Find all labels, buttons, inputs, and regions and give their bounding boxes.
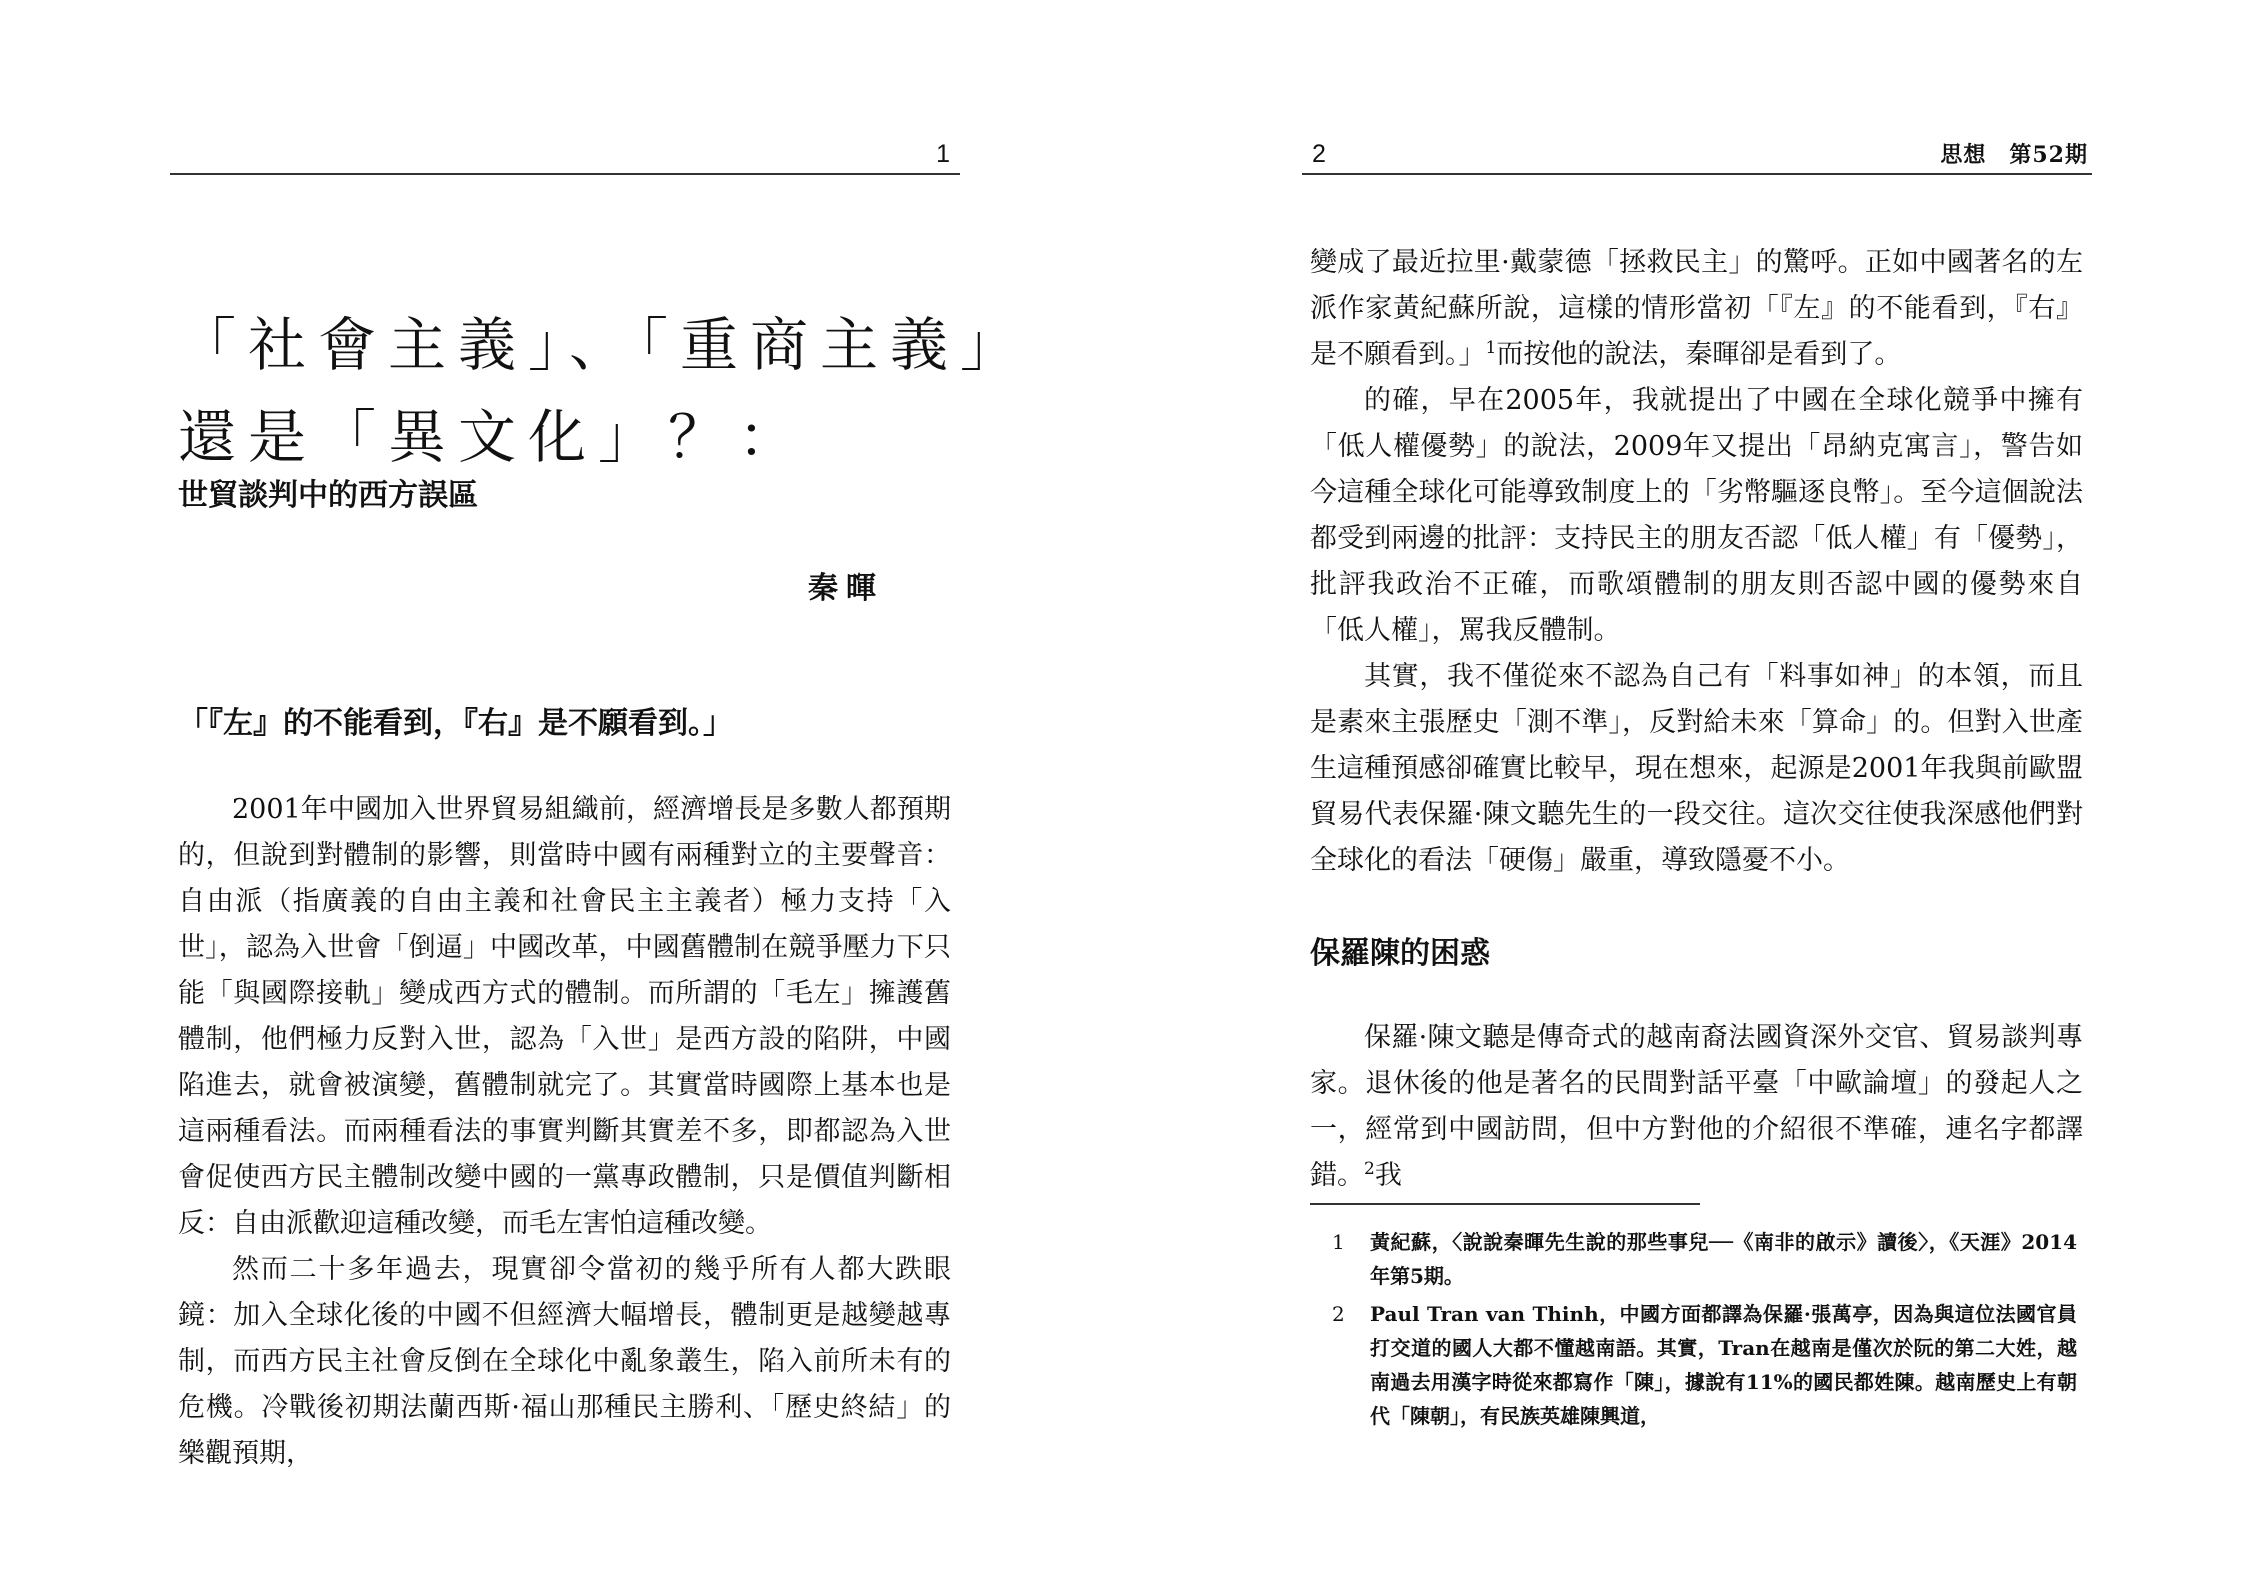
body-text-segment: 而按他的說法，秦暉卻是看到了。 — [1496, 339, 1902, 370]
body-text-segment: 變成了最近拉里·戴蒙德「拯救民主」的驚呼。正如中國著名的左派作家黃紀蘇所說，這樣的情形當初「『左』的不能看到，『右』是不願看到。」 — [1310, 247, 2083, 370]
footnote-divider — [1310, 1203, 1700, 1205]
left-page — [0, 0, 1122, 1587]
footnote — [1332, 1297, 2077, 1433]
body-paragraph: 然而二十多年過去，現實卻令當初的幾乎所有人都大跌眼鏡：加入全球化後的中國不但經濟大幅增長，體制更是越變越專制，而西方民主社會反倒在全球化中亂象叢生，陷入前所未有的危機。冷戰後初期法蘭西斯·福山那種民主勝利、「歷史終結」的樂觀預期， — [178, 1254, 951, 1469]
left-page-header — [170, 141, 960, 175]
footnote-ref[interactable]: 2 — [1364, 1159, 1375, 1179]
article-author: 秦暉 — [808, 571, 884, 606]
footnote-number: 2 — [1332, 1302, 1345, 1326]
right-page-number: 2 — [1312, 140, 1326, 168]
footnote-number: 1 — [1332, 1230, 1345, 1254]
body-paragraph: 2001年中國加入世界貿易組織前，經濟增長是多數人都預期的，但說到對體制的影響，則當時中國有兩種對立的主要聲音：自由派（指廣義的自由主義和社會民主主義者）極力支持「入世」，認為入世會「倒逼」中國改革，中國舊體制在競爭壓力下只能「與國際接軌」變成西方式的體制。而所謂的「毛左」擁護舊體制，他們極力反對入世，認為「入世」是西方設的陷阱，中國陷進去，就會被演變，舊體制就完了。其實當時國際上基本也是這兩種看法。而兩種看法的事實判斷其實差不多，即都認為入世會促使西方民主體制改變中國的一黨專政體制，只是價值判斷相反：自由派歡迎這種改變，而毛左害怕這種改變。 — [178, 794, 951, 1239]
quote-section-heading: 「『左』的不能看到，『右』是不願看到。」 — [178, 706, 733, 741]
body-paragraph: 其實，我不僅從來不認為自己有「料事如神」的本領，而且是素來主張歷史「測不準」，反對給未來「算命」的。但對入世產生這種預感卻確實比較早，現在想來，起源是2001年我與前歐盟貿易代表保羅·陳文聽先生的一段交往。這次交往使我深感他們對全球化的看法「硬傷」嚴重，導致隱憂不小。 — [1310, 661, 2083, 876]
footnote-text: Paul Tran van Thinh，中國方面都譯為保羅·張萬亭，因為與這位法國官員打交道的國人大都不懂越南語。其實，Tran在越南是僅次於阮的第二大姓，越南過去用漢字時從來都寫作「陳」，據說有11%的國民都姓陳。越南歷史上有朝代「陳朝」，有民族英雄陳興道， — [1370, 1302, 2077, 1428]
body-paragraph — [1310, 1015, 2083, 1199]
body-paragraph: 的確，早在2005年，我就提出了中國在全球化競爭中擁有「低人權優勢」的說法，2009年又提出「昂納克寓言」，警告如今這種全球化可能導致制度上的「劣幣驅逐良幣」。至今這個說法都受到兩邊的批評：支持民主的朋友否認「低人權」有「優勢」，批評我政治不正確，而歌頌體制的朋友則否認中國的優勢來自「低人權」，罵我反體制。 — [1310, 385, 2083, 646]
body-text-segment: 我 — [1374, 1160, 1402, 1191]
section-heading: 保羅陳的困惑 — [1310, 936, 1490, 971]
article-title-line-1: 「社會主義」、「重商主義」 — [178, 311, 1031, 379]
body-text-segment: 保羅·陳文聽是傳奇式的越南裔法國資深外交官、貿易談判專家。退休後的他是著名的民間對話平臺「中歐論壇」的發起人之一，經常到中國訪問，但中方對他的介紹很不準確，連名字都譯錯。 — [1310, 1022, 2083, 1191]
journal-issue-label: 思想 第52期 — [1940, 142, 2088, 168]
right-body-text-bottom — [1310, 1015, 2083, 1199]
footnote-ref[interactable]: 1 — [1485, 338, 1497, 358]
right-page — [1122, 0, 2245, 1587]
footnote-text: 黃紀蘇，〈說說秦暉先生說的那些事兒──《南非的啟示》讀後〉，《天涯》2014年第5期。 — [1370, 1230, 2077, 1288]
left-page-number: 1 — [936, 140, 950, 168]
footnotes — [1332, 1225, 2077, 1437]
right-page-header — [1302, 141, 2092, 175]
right-body-text-top — [1310, 240, 2083, 884]
article-title-line-2: 還是「異文化」？： — [178, 403, 809, 471]
footnote — [1332, 1225, 2077, 1293]
body-paragraph — [1310, 240, 2083, 378]
left-body-text — [178, 787, 951, 1477]
article-subtitle: 世貿談判中的西方誤區 — [178, 478, 478, 513]
